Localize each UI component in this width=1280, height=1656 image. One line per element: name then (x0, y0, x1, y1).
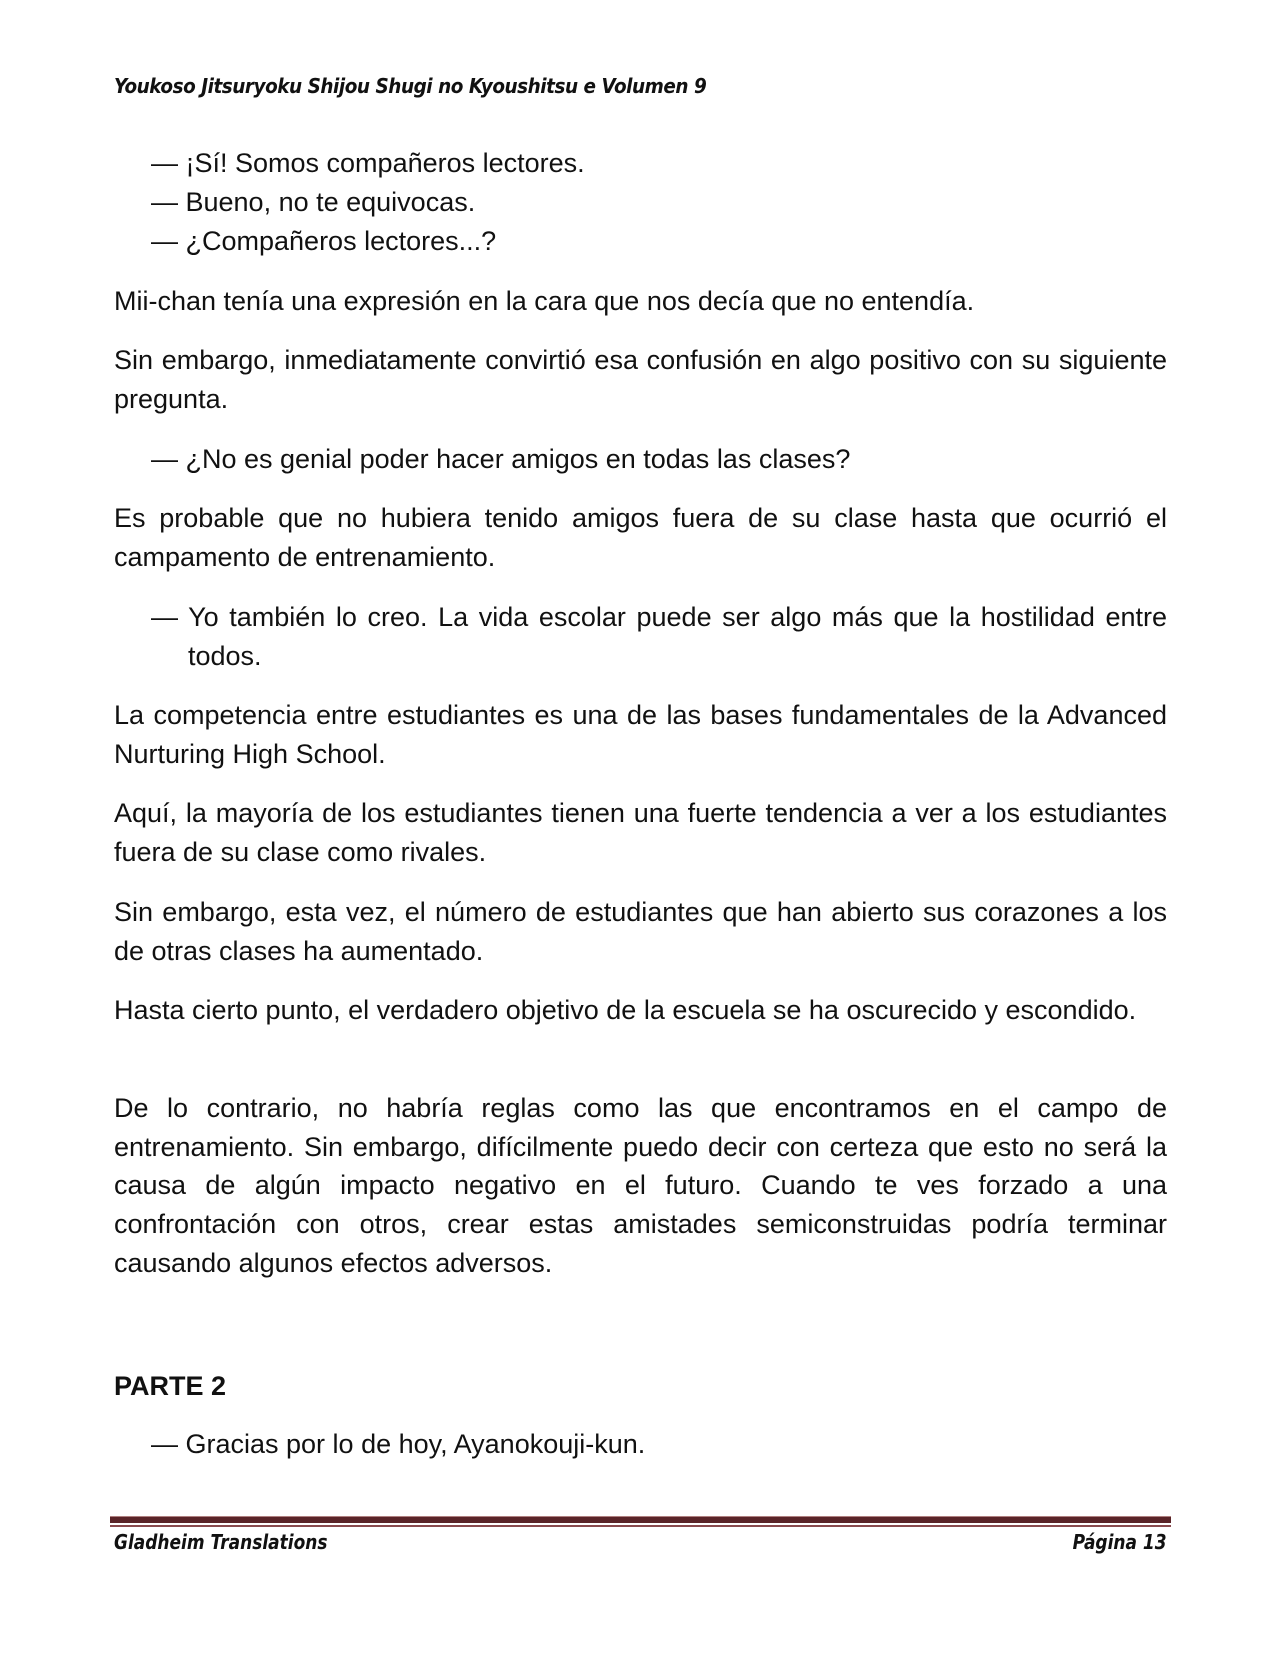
paragraph: Es probable que no hubiera tenido amigos fuera de su clase hasta que ocurrió el campamento de entrenamiento. (114, 503, 1167, 572)
paragraph: Mii-chan tenía una expresión en la cara que nos decía que no entendía. (114, 286, 975, 316)
footer-credit: Gladheim Translations (114, 1530, 328, 1554)
section-heading: PARTE 2 (114, 1371, 227, 1401)
paragraph: Sin embargo, inmediatamente convirtió esa confusión en algo positivo con su siguiente pregunta. (114, 345, 1167, 414)
dialogue-line: — ¿Compañeros lectores...? (151, 226, 497, 256)
dialogue-line: — Bueno, no te equivocas. (151, 187, 476, 217)
running-header: Youkoso Jitsuryoku Shijou Shugi no Kyoushitsu e Volumen 9 (114, 74, 707, 98)
dialogue-line: — ¿No es genial poder hacer amigos en todas las clases? (151, 444, 851, 474)
paragraph: De lo contrario, no habría reglas como las que encontramos en el campo de entrenamiento. Sin embargo, difícilmente puedo decir con certeza que esto no será la causa de algún impacto negativo en el futuro. Cuando te ves forzado a una confrontación con otros, crear estas amistades semiconstruidas podría terminar causando algunos efectos adversos. (114, 1093, 1167, 1278)
paragraph: Hasta cierto punto, el verdadero objetivo de la escuela se ha oscurecido y escondido. (114, 995, 1137, 1025)
paragraph: Aquí, la mayoría de los estudiantes tienen una fuerte tendencia a ver a los estudiantes fuera de su clase como rivales. (114, 798, 1167, 867)
paragraph: Sin embargo, esta vez, el número de estudiantes que han abierto sus corazones a los de otras clases ha aumentado. (114, 897, 1167, 966)
footer-rule (110, 1516, 1171, 1525)
paragraph: La competencia entre estudiantes es una de las bases fundamentales de la Advanced Nurturing High School. (114, 700, 1167, 769)
dialogue-line: — ¡Sí! Somos compañeros lectores. (151, 148, 585, 178)
page-number: Página 13 (1073, 1530, 1167, 1554)
dialogue-line: — Gracias por lo de hoy, Ayanokouji-kun. (151, 1429, 646, 1459)
dialogue-line: — Yo también lo creo. La vida escolar puede ser algo más que la hostilidad entre todos. (151, 602, 1167, 671)
